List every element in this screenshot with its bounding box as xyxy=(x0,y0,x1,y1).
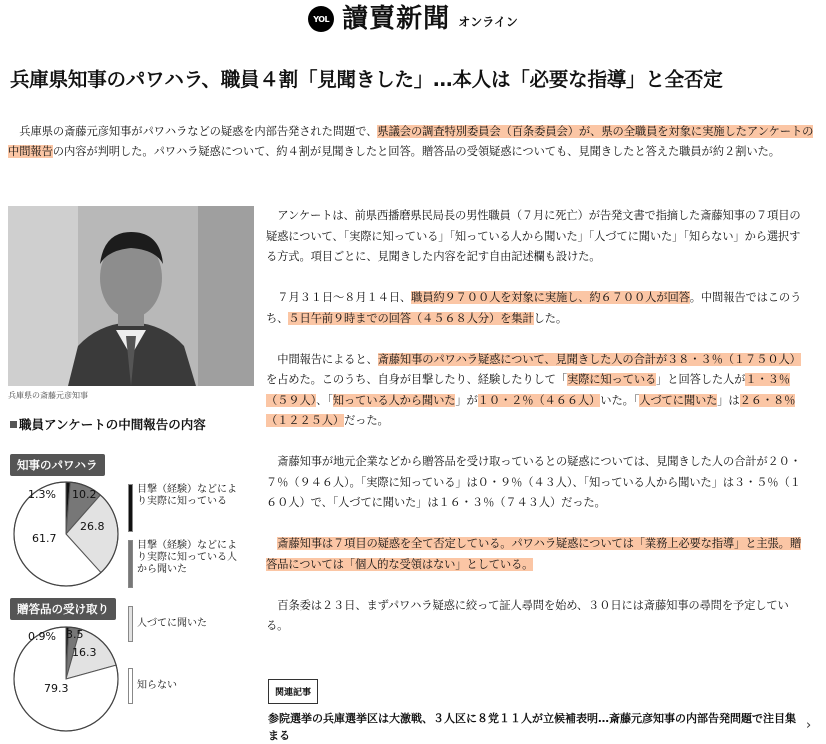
body-text: ７月３１日～８月１４日、 xyxy=(277,291,412,304)
masthead[interactable] xyxy=(0,4,826,34)
pie1-label-3: 26.8 xyxy=(80,520,105,533)
chevron-right-icon[interactable]: › xyxy=(806,718,812,733)
infobox-title-text: 職員アンケートの中間報告の内容 xyxy=(19,417,206,432)
legend-item xyxy=(128,606,238,642)
legend-item xyxy=(128,540,238,588)
body-paragraph-4: 斎藤知事が地元企業などから贈答品を受け取っているとの疑惑については、見聞きした人の合計が２０・７％（９４６人）。「実際に知っている」は０・９％（４３人）、「知っている人から聞いた」は３・５％（１６０人）で、「人づてに聞いた」は１６・３％（７４３人）だった。 xyxy=(266,455,801,509)
body-highlight: 斎藤知事は７項目の疑惑を全て否定している。パワハラ疑惑については「業務上必要な指導」と主張。贈答品については「個人的な受領はない」としている。 xyxy=(266,537,801,571)
legend-label: 知らない xyxy=(137,680,177,691)
legend-label: 目撃（経験）などにより実際に知っている xyxy=(137,484,237,507)
body-highlight: 実際に知っている xyxy=(566,373,657,386)
body-highlight: ２６・８％（１２２５人） xyxy=(266,393,796,427)
body-text: した。 xyxy=(533,311,567,325)
body-text: 。中間報告ではこのうち、 xyxy=(266,291,802,325)
body-text: 」は xyxy=(717,393,740,407)
body-highlight: 知っている人から聞いた xyxy=(332,393,456,407)
cube-icon xyxy=(10,421,17,428)
body-text: いた。「 xyxy=(600,393,640,407)
body-text: 」と回答した人が xyxy=(656,373,746,386)
site-subtitle: オンライン xyxy=(458,14,518,29)
body-highlight: ５日午前９時までの回答（４５６８人分）を集計 xyxy=(288,311,534,325)
site-name: 讀賣新聞 xyxy=(342,4,451,34)
lead-paragraph xyxy=(8,122,818,161)
body-paragraph-5 xyxy=(266,534,810,575)
pie-chart-power-harassment xyxy=(8,476,124,592)
body-text: 、「 xyxy=(316,393,333,407)
lead-text: 兵庫県の斎藤元彦知事がパワハラなどの疑惑を内部告発された問題で、 xyxy=(19,125,378,138)
pie1-label-1: 1.3% xyxy=(28,488,56,501)
body-text: だった。 xyxy=(344,414,389,427)
pie1-label-2: 10.2 xyxy=(72,488,97,501)
related-articles-button[interactable]: 関連記事 xyxy=(268,679,318,704)
pie2-label-2: 3.5 xyxy=(66,628,84,641)
pie2-label-1: 0.9% xyxy=(28,630,56,643)
body-text: 」が xyxy=(455,393,478,407)
portrait-illustration xyxy=(8,206,254,386)
article-headline: 兵庫県知事のパワハラ、職員４割「見聞きした」…本人は「必要な指導」と全否定 xyxy=(10,68,723,91)
legend-swatch xyxy=(128,668,133,704)
photo-caption: 兵庫県の斎藤元彦知事 xyxy=(8,391,88,400)
body-paragraph-6: 百条委は２３日、まずパワハラ疑惑に絞って証人尋問を始め、３０日には斎藤知事の尋問を予定している。 xyxy=(266,598,789,632)
article-body xyxy=(266,206,810,657)
body-paragraph-2 xyxy=(266,288,810,329)
legend-label: 目撃（経験）などにより実際に知っている人から聞いた xyxy=(137,540,237,575)
body-highlight: 人づてに聞いた xyxy=(639,393,718,407)
tag-power-harassment: 知事のパワハラ xyxy=(10,454,105,476)
lead-highlight: 県議会の調査特別委員会（百条委員会）が、県の全職員を対象に実施したアンケートの中間報告 xyxy=(8,125,814,158)
body-highlight: １・３％（５９人） xyxy=(266,373,790,407)
legend-item xyxy=(128,484,238,532)
body-text: を占めた。このうち、自身が目撃したり、経験したりして「 xyxy=(266,373,567,386)
body-paragraph-3 xyxy=(266,350,810,432)
tag-gifts: 贈答品の受け取り xyxy=(10,598,116,620)
legend-swatch xyxy=(128,606,133,642)
yol-logo: YOL xyxy=(308,6,334,32)
legend-label: 人づてに聞いた xyxy=(137,618,207,629)
body-highlight: 職員約９７００人を対象に実施し、約６７００人が回答 xyxy=(411,291,690,304)
pie2-label-3: 16.3 xyxy=(72,646,97,659)
body-highlight: 斎藤知事のパワハラ疑惑について、見聞きした人の合計が３８・３％（１７５０人） xyxy=(377,352,801,366)
legend-item xyxy=(128,668,238,704)
body-text: 中間報告によると、 xyxy=(277,352,378,366)
body-paragraph-1: アンケートは、前県西播磨県民局長の男性職員（７月に死亡）が告発文書で指摘した斎藤知事の７項目の疑惑について、「実際に知っている」「知っている人から聞いた」「人づてに聞いた」「知らない」から選択する方式。項目ごとに、見聞きした内容を記す自由記述欄も設けた。 xyxy=(266,209,801,263)
lead-text: の内容が判明した。パワハラ疑惑について、約４割が見聞きしたと回答。贈答品の受領疑惑についても、見聞きしたと答えた職員が約２割いた。 xyxy=(52,144,780,158)
legend-swatch xyxy=(128,540,133,588)
governor-photo xyxy=(8,206,254,386)
pie1-label-4: 61.7 xyxy=(32,532,57,545)
survey-infobox xyxy=(6,418,256,738)
legend-swatch xyxy=(128,484,133,532)
pie2-label-4: 79.3 xyxy=(44,682,69,695)
article-lead xyxy=(8,122,818,161)
related-article-link[interactable]: 参院選挙の兵庫選挙区は大激戦、３人区に８党１１人が立候補表明…斎藤元彦知事の内部告発問題で注目集まる xyxy=(268,712,796,742)
body-highlight: １０・２％（４６６人） xyxy=(477,393,601,407)
infobox-title xyxy=(10,418,220,432)
